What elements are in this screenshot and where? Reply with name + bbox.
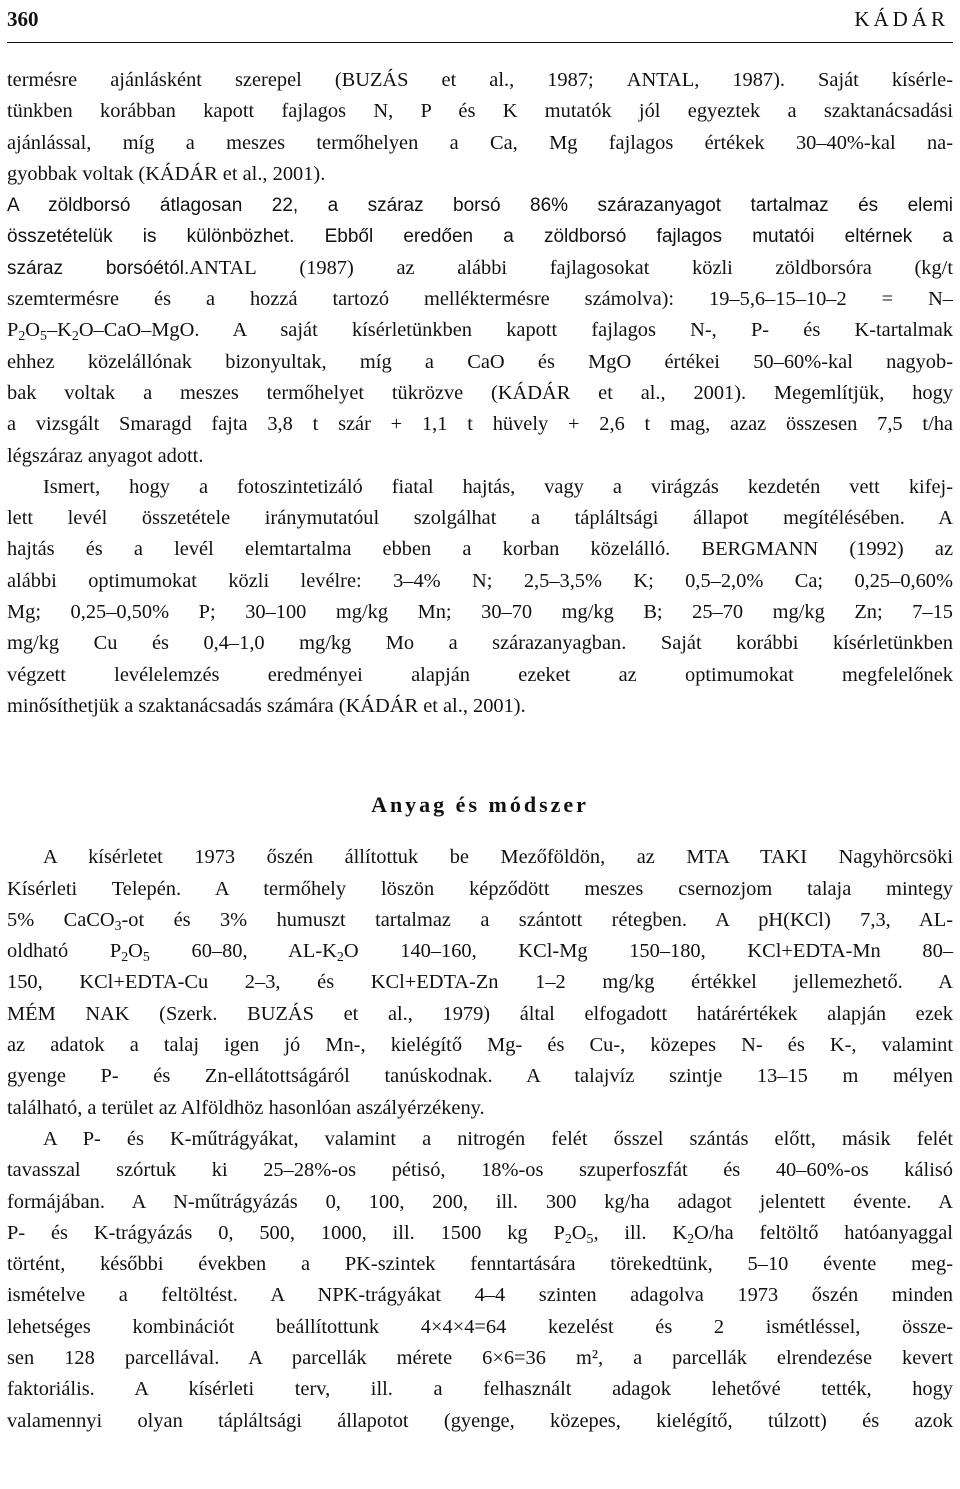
paragraph-pea-ratios xyxy=(7,65,953,472)
text-line: MÉM NAK (Szerk. BUZÁS et al., 1979) által elfogadott határértékek alapján ezek xyxy=(7,1002,953,1025)
document-page xyxy=(7,0,953,1437)
page-header xyxy=(7,0,953,43)
text-line: termésre ajánlásként szerepel (BUZÁS et al., 1987; ANTAL, 1987). Saját kísérle- xyxy=(7,69,954,91)
text-line: bak voltak a meszes termőhelyet tükrözve (KÁDÁR et al., 2001). Megemlítjük, hogy xyxy=(7,381,953,404)
text-line: alábbi optimumokat közli levélre: 3–4% N; 2,5–3,5% K; 0,5–2,0% Ca; 0,25–0,60% xyxy=(7,569,953,592)
page-content xyxy=(7,65,953,1437)
citation-author: KÁDÁR xyxy=(145,162,218,185)
text-line: az adatok a talaj igen jó Mn-, kielégítő Mg- és Cu-, közepes N- és K-, valamint xyxy=(7,1034,953,1057)
text-line: ismételve a feltöltést. A NPK-trágyákat 4–4 szinten adagolva 1973 őszén minden xyxy=(7,1284,953,1307)
text-line: tavasszal szórtuk ki 25–28%-os pétisó, 18%-os szuperfoszfát és 40–60%-os kálisó xyxy=(7,1159,953,1182)
text-line: ehhez közelállónak bizonyultak, míg a CaO és MgO értékei 50–60%-kal nagyob- xyxy=(7,350,953,373)
citation-author: BERGMANN xyxy=(701,538,819,561)
text-line: A P- és K-műtrágyákat, valamint a nitrogén felét ősszel szántás előtt, másik felét xyxy=(43,1127,953,1150)
text-line: Ismert, hogy a fotoszintetizáló fiatal hajtás, vagy a virágzás kezdetén vett kifej- xyxy=(43,475,953,498)
text-line: ajánlással, míg a meszes termőhelyen a Ca, Mg fajlagos értékek 30–40%-kal na- xyxy=(7,131,953,154)
text-line: gyobbak voltak (KÁDÁR et al., 2001). xyxy=(7,162,326,185)
section-title: Anyag és módszer xyxy=(371,792,589,818)
text-line: tünkben korábban kapott fajlagos N, P és K mutatók jól egyeztek a szaktanácsadási xyxy=(7,100,953,123)
paragraph-leaf-optimums xyxy=(7,472,953,722)
paragraph-site-description xyxy=(7,842,953,1124)
text-line: valamennyi olyan tápláltsági állapotot (gyenge, közepes, kielégítő, túlzott) és azok xyxy=(7,1409,953,1432)
text-line: hajtás és a levél elemtartalma ebben a korban közelálló. BERGMANN (1992) az xyxy=(7,538,953,561)
text-line: $P_2O_5-K_2O-CaO$–MgO. A saját kísérletünkben kapott fajlagos N-, P- és K-tartalmak xyxy=(7,319,953,345)
text-line: 5% CaCO$_3$-ot és 3% humuszt tartalmaz a szántott rétegben. A pH(KCl) 7,3, AL- xyxy=(7,908,953,934)
text-line: történt, későbbi években a PK-szintek fenntartására törekedtünk, 5–10 évente meg- xyxy=(7,1253,953,1276)
text-line: lett levél összetétele iránymutatóul szolgálhat a tápláltsági állapot megítélésében. A xyxy=(7,507,953,530)
citation-author: ANTAL xyxy=(626,69,695,91)
paragraph-fertilization xyxy=(7,1124,953,1437)
running-head: KÁDÁR xyxy=(854,7,949,31)
text-line: minősíthetjük a szaktanácsadás számára (KÁDÁR et al., 2001). xyxy=(7,694,526,717)
text-line: mg/kg Cu és 0,4–1,0 mg/kg Mo a szárazanyagban. Saját korábbi kísérletünkben xyxy=(7,632,953,655)
text-line: légszáraz anyagot adott. xyxy=(7,444,204,467)
text-line: szemtermésre és a hozzá tartozó melléktermésre számolva): 19–5,6–15–10–2 = N– xyxy=(7,288,953,311)
text-line: A kísérletet 1973 őszén állítottuk be Mezőföldön, az MTA TAKI Nagyhörcsöki xyxy=(43,846,953,869)
text-line: oldható $P_2O_5$ 60–80, $AL-K_2O$ 140–160, KCl-Mg 150–180, KCl+EDTA-Mn 80– xyxy=(7,940,954,965)
citation-author: ANTAL xyxy=(189,256,257,279)
text-line: 150, KCl+EDTA-Cu 2–3, és KCl+EDTA-Zn 1–2 mg/kg értékkel jellemezhető. A xyxy=(7,971,953,994)
text-line: lehetséges kombinációt beállítottunk 4×4×4=64 kezelést és 2 ismétléssel, össze- xyxy=(7,1315,953,1338)
text-line: A zöldborsó átlagosan 22, a száraz borsó 86% szárazanyagot tartalmaz és elemi xyxy=(7,195,953,217)
text-line: összetételük is különbözhet. Ebből eredően a zöldborsó fajlagos mutatói eltérnek a xyxy=(7,226,953,248)
text-line: gyenge P- és Zn-ellátottságáról tanúskodnak. A talajvíz szintje 13–15 m mélyen xyxy=(7,1065,953,1088)
text-line: száraz borsóétól.ANTAL (1987) az alábbi fajlagosokat közli zöldborsóra (kg/t xyxy=(7,256,953,279)
text-line: található, a terület az Alföldhöz hasonlóan aszályérzékeny. xyxy=(7,1096,485,1119)
text-line: P- és K-trágyázás 0, 500, 1000, ill. 1500 kg $P_2O_5$, ill. $K_2O/ha$ feltöltő hatóanyaggal xyxy=(7,1221,953,1247)
text-line: formájában. A N-műtrágyázás 0, 100, 200, ill. 300 kg/ha adagot jelentett évente. A xyxy=(7,1190,953,1213)
text-line: Kísérleti Telepén. A termőhely löszön képződött meszes csernozjom talaja mintegy xyxy=(7,877,953,900)
citation-author: BUZÁS xyxy=(247,1002,314,1025)
text-line: faktoriális. A kísérleti terv, ill. a felhasznált adagok lehetővé tették, hogy xyxy=(7,1378,953,1401)
text-line: sen 128 parcellával. A parcellák mérete 6×6=36 m², a parcellák elrendezése kevert xyxy=(7,1346,953,1369)
text-line: végzett levélelemzés eredményei alapján ezeket az optimumokat megfelelőnek xyxy=(7,663,953,686)
citation-author: KÁDÁR xyxy=(345,694,419,717)
text-line: a vizsgált Smaragd fajta 3,8 t szár + 1,1 t hüvely + 2,6 t mag, azaz összesen 7,5 t/ha xyxy=(7,413,953,436)
citation-author: BUZÁS xyxy=(341,69,409,91)
citation-author: KÁDÁR xyxy=(497,381,571,404)
text-line: Mg; 0,25–0,50% P; 30–100 mg/kg Mn; 30–70 mg/kg B; 25–70 mg/kg Zn; 7–15 xyxy=(7,601,953,624)
page-number: 360 xyxy=(7,7,39,31)
